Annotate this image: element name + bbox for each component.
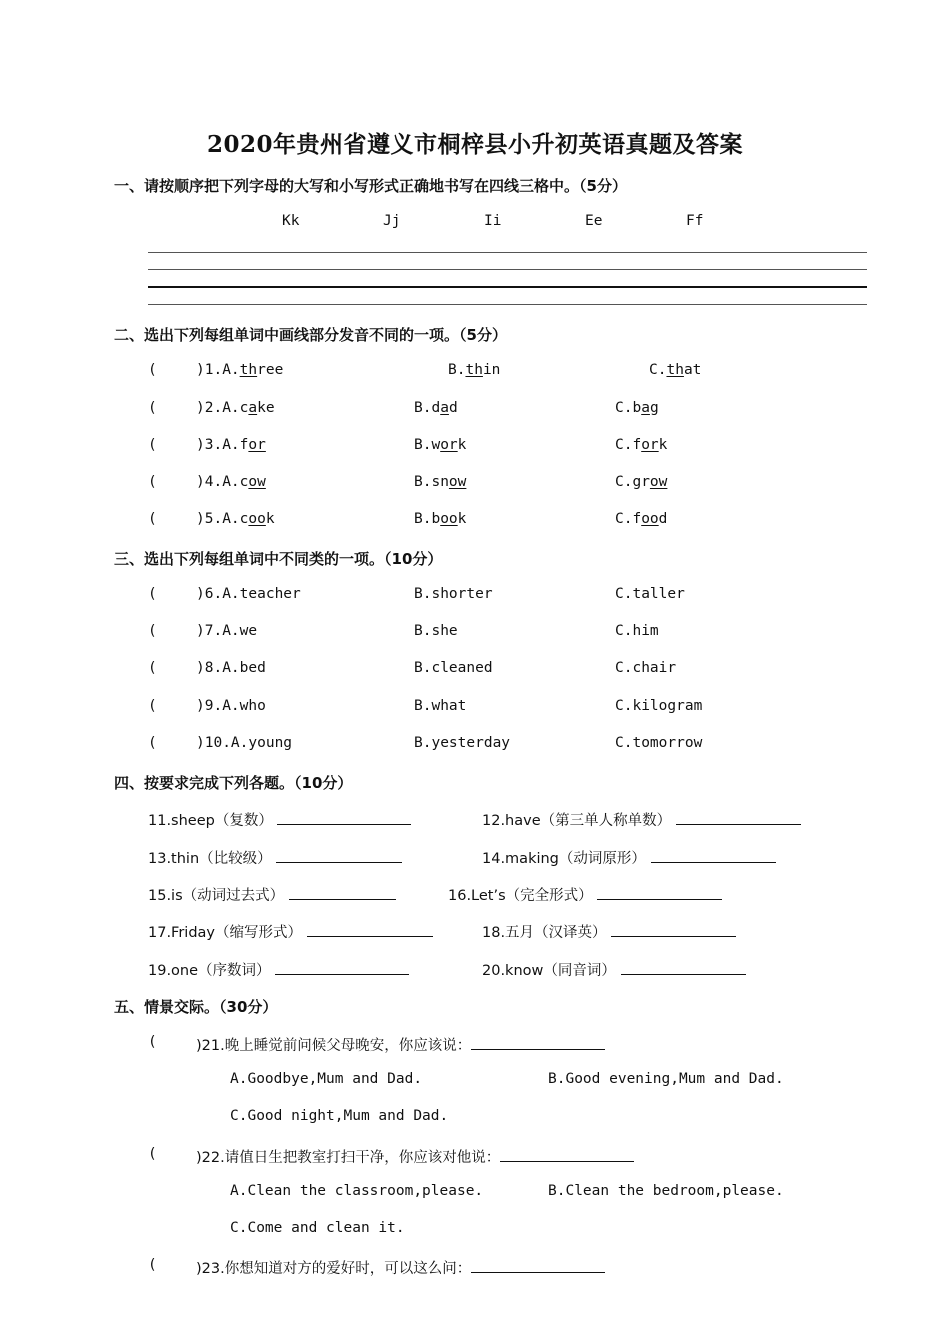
question-5-option-c: C.food <box>615 511 668 527</box>
question-19: 19.one（序数词） <box>148 959 409 980</box>
question-1-option-a: )1.A.three <box>196 362 284 378</box>
letter-pair: Ee <box>585 213 603 229</box>
answer-paren[interactable]: ( <box>148 437 157 453</box>
question-8-option-c: C.chair <box>615 660 677 676</box>
writing-line[interactable] <box>148 304 867 305</box>
answer-paren[interactable]: ( <box>148 586 157 602</box>
answer-paren[interactable]: ( <box>148 623 157 639</box>
answer-blank[interactable] <box>289 885 396 900</box>
question-21-option-a: A.Goodbye,Mum and Dad. <box>230 1071 423 1087</box>
answer-paren[interactable]: ( <box>148 698 157 714</box>
page-title: 2020年贵州省遵义市桐梓县小升初英语真题及答案 <box>206 131 743 158</box>
question-2-option-a: )2.A.cake <box>196 400 275 416</box>
answer-blank[interactable] <box>276 848 402 863</box>
question-4-option-a: )4.A.cow <box>196 474 266 490</box>
section-5-heading: 五、情景交际。（30分） <box>114 998 278 1016</box>
answer-blank[interactable] <box>471 1035 605 1050</box>
question-17: 17.Friday（缩写形式） <box>148 921 433 942</box>
question-6-option-a: )6.A.teacher <box>196 586 301 602</box>
question-21-option-b: B.Good evening,Mum and Dad. <box>548 1071 784 1087</box>
question-23-stem: )23.你想知道对方的爱好时，可以这么问： <box>196 1257 605 1278</box>
answer-paren[interactable]: ( <box>148 511 157 527</box>
letter-pair: Kk <box>282 213 300 229</box>
question-22-option-b: B.Clean the bedroom,please. <box>548 1183 784 1199</box>
question-21-option-c: C.Good night,Mum and Dad. <box>230 1108 449 1124</box>
answer-blank[interactable] <box>500 1147 634 1162</box>
answer-blank[interactable] <box>651 848 776 863</box>
question-11: 11.sheep（复数） <box>148 809 411 830</box>
answer-blank[interactable] <box>275 960 409 975</box>
question-22-option-c: C.Come and clean it. <box>230 1220 405 1236</box>
question-8-option-b: B.cleaned <box>414 660 493 676</box>
question-5-option-b: B.book <box>414 511 467 527</box>
writing-baseline[interactable] <box>148 286 867 288</box>
answer-blank[interactable] <box>277 810 411 825</box>
question-7-option-a: )7.A.we <box>196 623 258 639</box>
question-8-option-a: )8.A.bed <box>196 660 266 676</box>
question-22-stem: )22.请值日生把教室打扫干净，你应该对他说： <box>196 1146 634 1167</box>
question-3-option-a: )3.A.for <box>196 437 266 453</box>
answer-paren[interactable]: ( <box>148 660 157 676</box>
answer-blank[interactable] <box>471 1258 605 1273</box>
question-1-option-c: C.that <box>649 362 702 378</box>
answer-paren[interactable]: ( <box>148 362 157 378</box>
question-3-option-c: C.fork <box>615 437 668 453</box>
question-9-option-a: )9.A.who <box>196 698 266 714</box>
section-1-heading: 一、请按顺序把下列字母的大写和小写形式正确地书写在四线三格中。（5分） <box>114 177 627 195</box>
question-22-option-a: A.Clean the classroom,please. <box>230 1183 484 1199</box>
question-14: 14.making（动词原形） <box>482 847 776 868</box>
writing-line[interactable] <box>148 269 867 270</box>
question-10-option-b: B.yesterday <box>414 735 511 751</box>
answer-paren[interactable]: ( <box>148 1034 157 1050</box>
question-12: 12.have（第三单人称单数） <box>482 809 801 830</box>
question-10-option-a: )10.A.young <box>196 735 293 751</box>
section-4-heading: 四、按要求完成下列各题。（10分） <box>114 774 353 792</box>
letter-pair: Ii <box>484 213 502 229</box>
question-15: 15.is（动词过去式） <box>148 884 396 905</box>
question-13: 13.thin（比较级） <box>148 847 402 868</box>
question-6-option-b: B.shorter <box>414 586 493 602</box>
section-3-heading: 三、选出下列每组单词中不同类的一项。（10分） <box>114 550 443 568</box>
question-2-option-c: C.bag <box>615 400 659 416</box>
answer-paren[interactable]: ( <box>148 1257 157 1273</box>
answer-paren[interactable]: ( <box>148 735 157 751</box>
question-2-option-b: B.dad <box>414 400 458 416</box>
question-18: 18.五月（汉译英） <box>482 921 736 942</box>
question-4-option-c: C.grow <box>615 474 668 490</box>
answer-paren[interactable]: ( <box>148 474 157 490</box>
answer-paren[interactable]: ( <box>148 400 157 416</box>
question-7-option-c: C.him <box>615 623 659 639</box>
question-10-option-c: C.tomorrow <box>615 735 703 751</box>
answer-paren[interactable]: ( <box>148 1146 157 1162</box>
question-16: 16.Let’s（完全形式） <box>448 884 722 905</box>
writing-line[interactable] <box>148 252 867 253</box>
question-7-option-b: B.she <box>414 623 458 639</box>
answer-blank[interactable] <box>621 960 746 975</box>
answer-blank[interactable] <box>307 922 433 937</box>
section-2-heading: 二、选出下列每组单词中画线部分发音不同的一项。（5分） <box>114 326 507 344</box>
question-1-option-b: B.thin <box>448 362 501 378</box>
question-4-option-b: B.snow <box>414 474 467 490</box>
question-9-option-c: C.kilogram <box>615 698 703 714</box>
question-21-stem: )21.晚上睡觉前问候父母晚安，你应该说： <box>196 1034 605 1055</box>
letter-pair: Jj <box>383 213 401 229</box>
letter-pair: Ff <box>686 213 704 229</box>
question-5-option-a: )5.A.cook <box>196 511 275 527</box>
question-9-option-b: B.what <box>414 698 467 714</box>
answer-blank[interactable] <box>597 885 722 900</box>
question-20: 20.know（同音词） <box>482 959 746 980</box>
answer-blank[interactable] <box>676 810 801 825</box>
question-6-option-c: C.taller <box>615 586 685 602</box>
answer-blank[interactable] <box>611 922 736 937</box>
question-3-option-b: B.work <box>414 437 467 453</box>
